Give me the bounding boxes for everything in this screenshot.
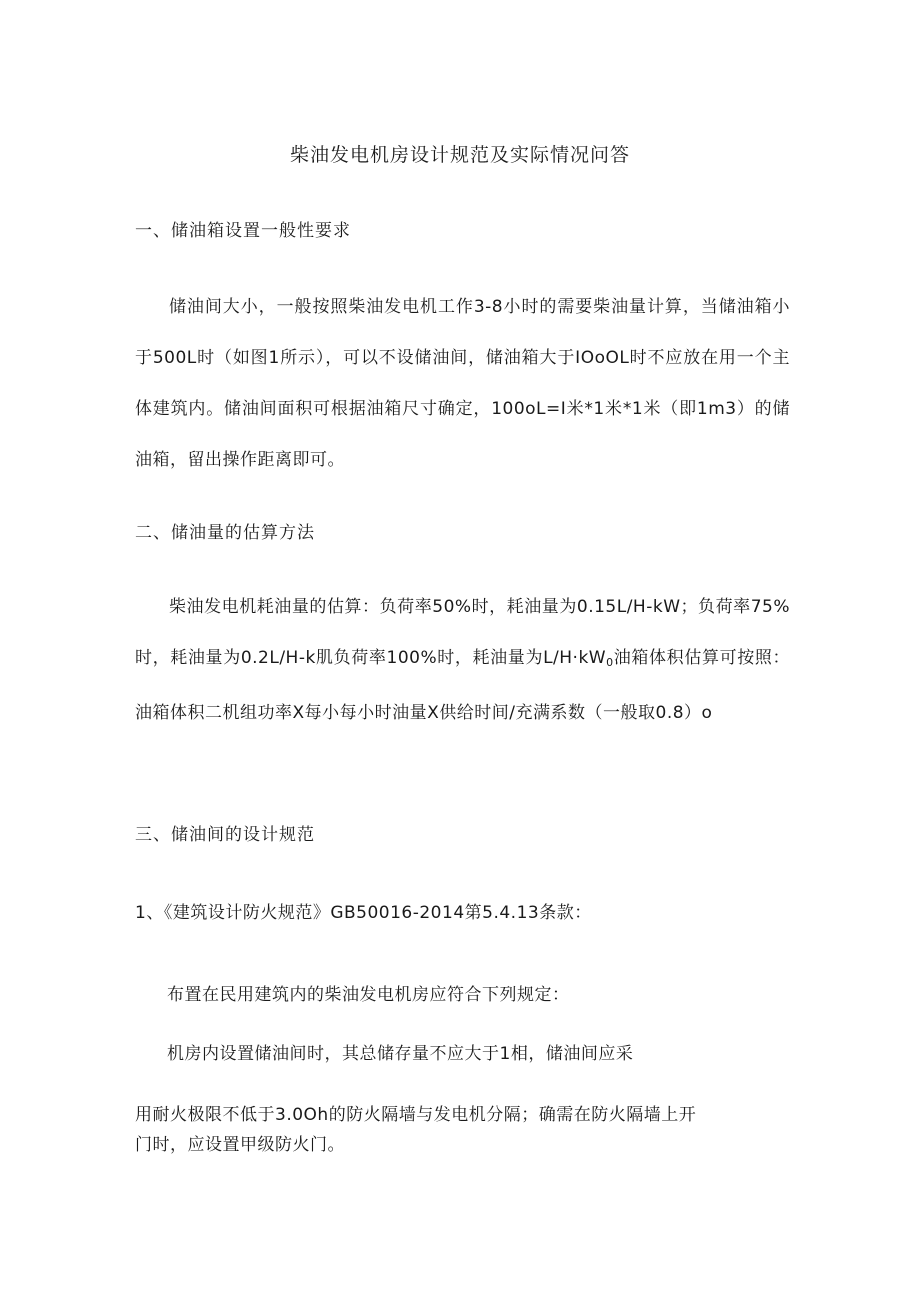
clause-line-3: 用耐火极限不低于3.0Oh的防火隔墙与发电机分隔；确需在防火隔墙上开	[135, 1105, 697, 1125]
section-1-heading: 一、储油箱设置一般性要求	[135, 221, 351, 241]
section-1-paragraph: 储油间大小，一般按照柴油发电机工作3-8小时的需要柴油量计算，当储油箱小于500L时（如图1所示），可以不设储油间，储油箱大于IOoOL时不应放在用一个主体建筑内。储油间面积可根据油箱尺寸确定，100oL=I米*1米*1米（即1m3）的储油箱，留出操作距离即可。	[135, 297, 790, 470]
section-2-paragraph	[135, 582, 790, 739]
clause-line-1: 布置在民用建筑内的柴油发电机房应符合下列规定：	[167, 985, 570, 1005]
section-2-paragraph-part1: 柴油发电机耗油量的估算：负荷率50%时，耗油量为0.15L/H-kW；负荷率75%时，耗油量为0.2L/H-k肌负荷率100%时，耗油量为L/H·kW	[135, 597, 790, 668]
section-2-paragraph-part2: 油箱体积估算可按照：油箱体积二机组功率X每小每小时油量X供给时间/充满系数（一般取0.8）o	[135, 648, 791, 723]
section-3-heading: 三、储油间的设计规范	[135, 825, 315, 845]
clause-reference: 1、《建筑设计防火规范》GB50016-2014第5.4.13条款：	[135, 903, 592, 923]
section-2-heading: 二、储油量的估算方法	[135, 523, 315, 543]
clause-line-2: 机房内设置储油间时，其总储存量不应大于1相，储油间应采	[167, 1044, 634, 1064]
clause-line-4: 门时，应设置甲级防火门。	[135, 1135, 345, 1155]
subscript-zero: 0	[606, 656, 614, 669]
document-title: 柴油发电机房设计规范及实际情况问答	[289, 144, 630, 166]
